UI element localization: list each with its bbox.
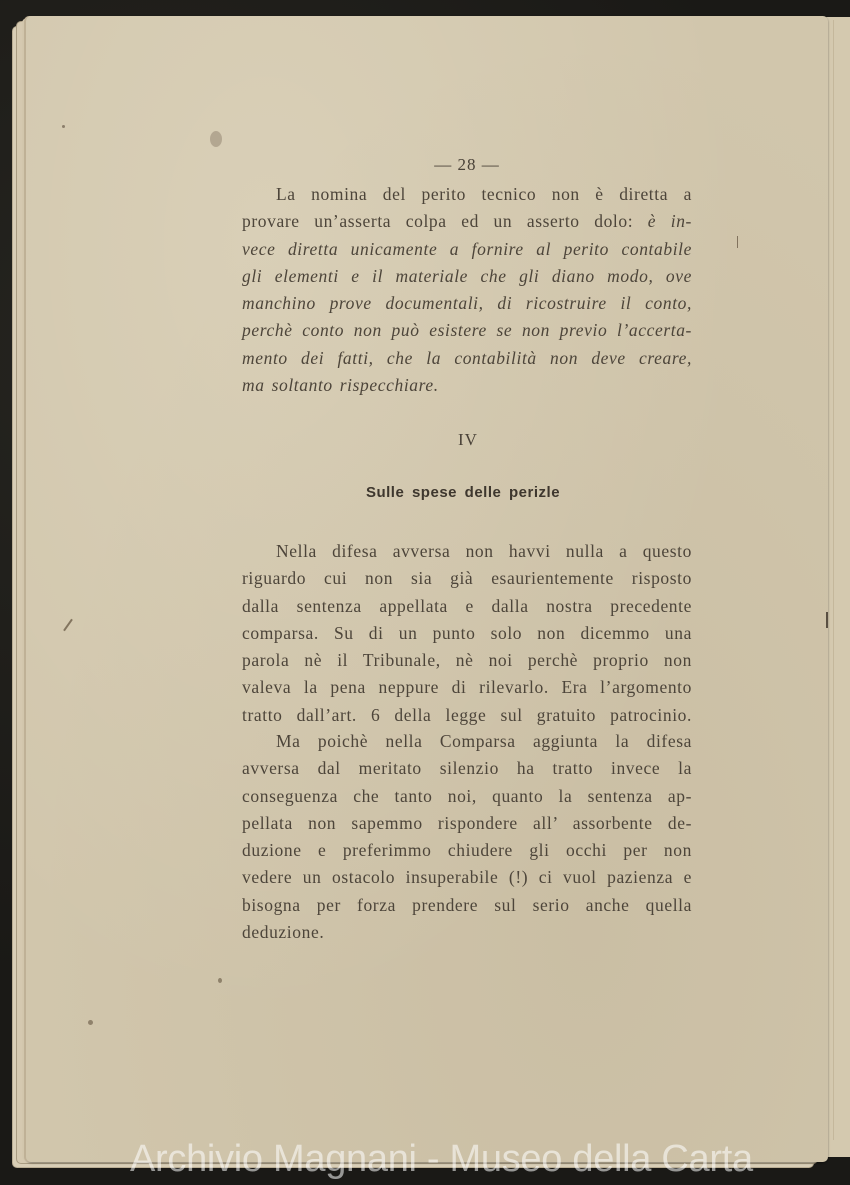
facing-page-edge [826,17,850,1157]
paragraph-2 [242,538,692,729]
page-number: — 28 — [434,155,500,174]
paper-speck [88,1020,93,1025]
paragraph-1 [242,181,692,399]
text-line [242,208,692,235]
text-line: avversa dal meritato silenzio ha tratto invece la [242,758,692,779]
italic-text-run: è in- [647,211,692,232]
paragraph-3 [242,728,692,946]
text-line [242,236,692,263]
text-line: Ma poichè nella Comparsa aggiunta la difesa [276,731,692,751]
italic-text-run: manchino prove documentali, di ricostruire il conto, [242,293,692,314]
section-numeral: IV [458,430,478,449]
text-line: riguardo cui non sia già esaurientemente risposto [242,568,692,589]
text-run: La nomina del perito tecnico non è diretta a [276,184,692,204]
text-line [242,290,692,317]
text-line: tratto dall’art. 6 della legge sul gratuito patrocinio. [242,704,692,725]
text-line: bisogna per forza prendere sul serio anche quella [242,894,692,915]
text-line [242,263,692,290]
text-line: parola nè il Tribunale, nè noi perchè proprio non [242,650,692,671]
archive-watermark: Archivio Magnani - Museo della Carta [130,1138,753,1180]
text-line: Nella difesa avversa non havvi nulla a questo [276,541,692,561]
section-title: Sulle spese delle perizle [365,484,561,501]
text-line: comparsa. Su di un punto solo non dicemmo una [242,622,692,643]
text-line: valeva la pena neppure di rilevarlo. Era l’argomento [242,677,692,698]
paper-scratch [826,612,828,628]
text-run: provare un’asserta colpa ed un asserto dolo: [242,211,648,232]
text-line [242,181,692,208]
italic-text-run: vece diretta unicamente a fornire al perito contabile [242,238,692,259]
text-line [242,345,692,372]
text-line [242,317,692,344]
text-line: deduzione. [242,922,325,943]
italic-text-run: mento dei fatti, che la contabilità non deve creare, [242,347,692,368]
paper-stain [210,131,222,147]
text-line: vedere un ostacolo insuperabile (!) ci vuol pazienza e [242,867,692,888]
text-line: dalla sentenza appellata e dalla nostra precedente [242,595,692,616]
text-line: duzione e preferimmo chiudere gli occhi per non [242,840,692,861]
italic-text-run: ma soltanto rispecchiare. [242,375,439,396]
text-line: pellata non sapemmo rispondere all’ assorbente de- [242,812,692,833]
page-fold-line [833,20,834,1140]
paper-speck [62,125,65,128]
text-line: conseguenza che tanto noi, quanto la sentenza ap- [242,785,692,806]
paper-speck [218,978,222,983]
italic-text-run: gli elementi e il materiale che gli diano modo, ove [242,265,692,286]
text-line [242,372,692,399]
paper-scratch [737,236,738,248]
italic-text-run: perchè conto non può esistere se non previo l’accerta- [242,320,692,341]
